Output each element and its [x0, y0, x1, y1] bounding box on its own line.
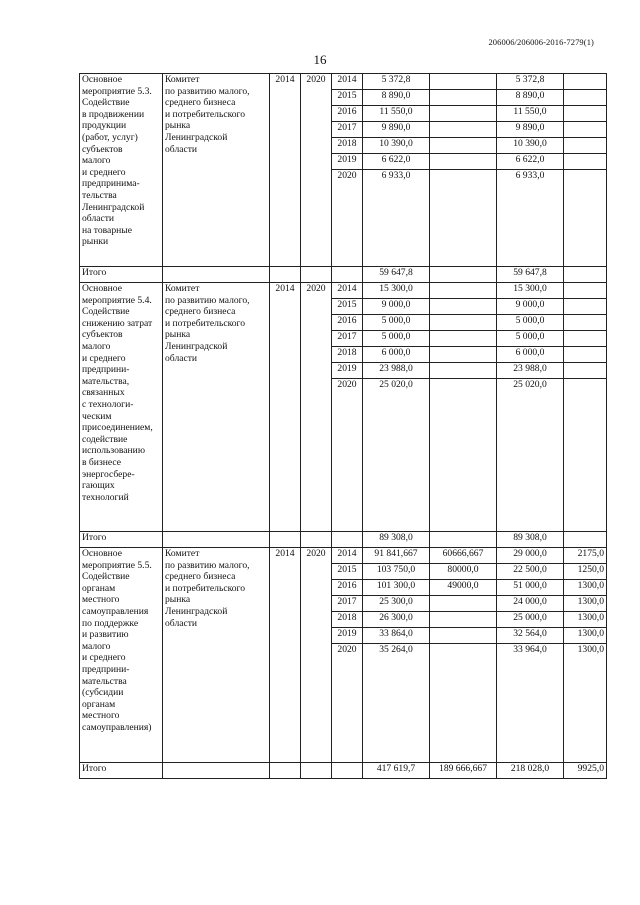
empty-cell [332, 267, 363, 283]
federal-budget-cell [430, 283, 497, 299]
regional-budget-cell: 9 000,0 [497, 299, 564, 315]
year-cell: 2016 [332, 106, 363, 122]
empty-cell [270, 267, 301, 283]
regional-budget-cell: 10 390,0 [497, 138, 564, 154]
federal-budget-cell [430, 331, 497, 347]
empty-cell [270, 532, 301, 548]
municipal-budget-cell [564, 90, 607, 106]
empty-cell [270, 763, 301, 779]
federal-budget-cell [430, 363, 497, 379]
year-cell: 2014 [332, 74, 363, 90]
empty-cell [301, 532, 332, 548]
year-cell: 2015 [332, 90, 363, 106]
table-edge-line [592, 73, 602, 74]
federal-budget-cell: 60666,667 [430, 548, 497, 564]
municipal-budget-cell [564, 154, 607, 170]
total-cell: 10 390,0 [363, 138, 430, 154]
year-cell: 2016 [332, 580, 363, 596]
total-cell: 6 933,0 [363, 170, 430, 267]
total-cell: 35 264,0 [363, 644, 430, 763]
page-number: 16 [313, 52, 327, 67]
table-row [80, 283, 607, 299]
federal-budget-cell [430, 315, 497, 331]
itogo-federal-cell [430, 532, 497, 548]
total-cell: 25 020,0 [363, 379, 430, 532]
measure-name-cell: Основное мероприятие 5.5. Содействие органам местного самоуправления по поддержке и развитию малого и среднего предприни- мательства (субсидии органам местного самоуправления) [80, 548, 163, 763]
regional-budget-cell: 15 300,0 [497, 283, 564, 299]
total-cell: 101 300,0 [363, 580, 430, 596]
start-year-cell: 2014 [270, 283, 301, 532]
year-cell: 2016 [332, 315, 363, 331]
total-cell: 33 864,0 [363, 628, 430, 644]
municipal-budget-cell [564, 170, 607, 267]
executor-cell: Комитет по развитию малого, среднего бизнеса и потребительского рынка Ленинградской области [163, 283, 270, 532]
municipal-budget-cell: 1300,0 [564, 628, 607, 644]
federal-budget-cell [430, 347, 497, 363]
regional-budget-cell: 51 000,0 [497, 580, 564, 596]
year-cell: 2019 [332, 363, 363, 379]
document-id: 206006/206006-2016-7279(1) [488, 37, 594, 47]
year-cell: 2019 [332, 154, 363, 170]
regional-budget-cell: 8 890,0 [497, 90, 564, 106]
municipal-budget-cell: 1250,0 [564, 564, 607, 580]
itogo-regional-cell: 59 647,8 [497, 267, 564, 283]
empty-cell [163, 267, 270, 283]
itogo-total-cell: 89 308,0 [363, 532, 430, 548]
municipal-budget-cell: 2175,0 [564, 548, 607, 564]
total-cell: 91 841,667 [363, 548, 430, 564]
end-year-cell: 2020 [301, 74, 332, 267]
federal-budget-cell [430, 628, 497, 644]
itogo-total-cell: 417 619,7 [363, 763, 430, 779]
total-cell: 8 890,0 [363, 90, 430, 106]
total-cell: 25 300,0 [363, 596, 430, 612]
year-cell: 2018 [332, 347, 363, 363]
year-cell: 2018 [332, 138, 363, 154]
itogo-municipal-cell [564, 267, 607, 283]
regional-budget-cell: 5 000,0 [497, 315, 564, 331]
measure-name-cell: Основное мероприятие 5.3. Содействие в продвижении продукции (работ, услуг) субъектов малого и среднего предпринима- тельства Ленинградской области на товарные рынки [80, 74, 163, 267]
federal-budget-cell [430, 154, 497, 170]
municipal-budget-cell [564, 122, 607, 138]
regional-budget-cell: 23 988,0 [497, 363, 564, 379]
regional-budget-cell: 33 964,0 [497, 644, 564, 763]
start-year-cell: 2014 [270, 548, 301, 763]
regional-budget-cell: 11 550,0 [497, 106, 564, 122]
total-cell: 15 300,0 [363, 283, 430, 299]
municipal-budget-cell [564, 331, 607, 347]
year-cell: 2020 [332, 644, 363, 763]
table-row [80, 74, 607, 90]
municipal-budget-cell [564, 347, 607, 363]
regional-budget-cell: 6 000,0 [497, 347, 564, 363]
year-cell: 2019 [332, 628, 363, 644]
federal-budget-cell [430, 90, 497, 106]
itogo-label: Итого [80, 763, 163, 779]
executor-cell: Комитет по развитию малого, среднего бизнеса и потребительского рынка Ленинградской области [163, 74, 270, 267]
empty-cell [301, 763, 332, 779]
total-cell: 6 622,0 [363, 154, 430, 170]
total-cell: 11 550,0 [363, 106, 430, 122]
year-cell: 2017 [332, 331, 363, 347]
federal-budget-cell [430, 379, 497, 532]
total-cell: 23 988,0 [363, 363, 430, 379]
regional-budget-cell: 22 500,0 [497, 564, 564, 580]
empty-cell [163, 532, 270, 548]
year-cell: 2018 [332, 612, 363, 628]
municipal-budget-cell [564, 106, 607, 122]
table-row [80, 548, 607, 564]
year-cell: 2015 [332, 299, 363, 315]
year-cell: 2020 [332, 170, 363, 267]
year-cell: 2014 [332, 283, 363, 299]
year-cell: 2014 [332, 548, 363, 564]
total-cell: 9 000,0 [363, 299, 430, 315]
empty-cell [332, 763, 363, 779]
municipal-budget-cell [564, 283, 607, 299]
federal-budget-cell [430, 106, 497, 122]
federal-budget-cell [430, 122, 497, 138]
federal-budget-cell [430, 644, 497, 763]
year-cell: 2017 [332, 122, 363, 138]
federal-budget-cell [430, 138, 497, 154]
regional-budget-cell: 5 000,0 [497, 331, 564, 347]
itogo-label: Итого [80, 532, 163, 548]
measure-name-cell: Основное мероприятие 5.4. Содействие снижению затрат субъектов малого и среднего предприни- мательства, связанных с технологи- ческим присоединением, содействие использованию в бизнесе энергосбере- гающих технологий [80, 283, 163, 532]
year-cell: 2015 [332, 564, 363, 580]
federal-budget-cell [430, 74, 497, 90]
total-cell: 5 000,0 [363, 331, 430, 347]
itogo-label: Итого [80, 267, 163, 283]
regional-budget-cell: 32 564,0 [497, 628, 564, 644]
total-cell: 5 000,0 [363, 315, 430, 331]
executor-cell: Комитет по развитию малого, среднего бизнеса и потребительского рынка Ленинградской области [163, 548, 270, 763]
municipal-budget-cell [564, 74, 607, 90]
municipal-budget-cell [564, 299, 607, 315]
empty-cell [332, 532, 363, 548]
total-cell: 6 000,0 [363, 347, 430, 363]
municipal-budget-cell: 1300,0 [564, 644, 607, 763]
empty-cell [163, 763, 270, 779]
municipal-budget-cell: 1300,0 [564, 596, 607, 612]
regional-budget-cell: 6 933,0 [497, 170, 564, 267]
municipal-budget-cell: 1300,0 [564, 612, 607, 628]
municipal-budget-cell [564, 315, 607, 331]
total-cell: 5 372,8 [363, 74, 430, 90]
itogo-regional-cell: 89 308,0 [497, 532, 564, 548]
federal-budget-cell: 80000,0 [430, 564, 497, 580]
federal-budget-cell [430, 612, 497, 628]
year-cell: 2020 [332, 379, 363, 532]
regional-budget-cell: 5 372,8 [497, 74, 564, 90]
funding-table [79, 73, 607, 779]
itogo-federal-cell [430, 267, 497, 283]
year-cell: 2017 [332, 596, 363, 612]
total-row [80, 267, 607, 283]
municipal-budget-cell [564, 138, 607, 154]
itogo-municipal-cell [564, 532, 607, 548]
federal-budget-cell [430, 170, 497, 267]
empty-cell [301, 267, 332, 283]
total-cell: 26 300,0 [363, 612, 430, 628]
federal-budget-cell [430, 299, 497, 315]
itogo-total-cell: 59 647,8 [363, 267, 430, 283]
end-year-cell: 2020 [301, 283, 332, 532]
regional-budget-cell: 24 000,0 [497, 596, 564, 612]
regional-budget-cell: 9 890,0 [497, 122, 564, 138]
federal-budget-cell [430, 596, 497, 612]
total-row [80, 532, 607, 548]
total-cell: 103 750,0 [363, 564, 430, 580]
itogo-municipal-cell: 9925,0 [564, 763, 607, 779]
municipal-budget-cell [564, 363, 607, 379]
federal-budget-cell: 49000,0 [430, 580, 497, 596]
end-year-cell: 2020 [301, 548, 332, 763]
itogo-regional-cell: 218 028,0 [497, 763, 564, 779]
regional-budget-cell: 6 622,0 [497, 154, 564, 170]
total-row [80, 763, 607, 779]
regional-budget-cell: 25 020,0 [497, 379, 564, 532]
start-year-cell: 2014 [270, 74, 301, 267]
municipal-budget-cell [564, 379, 607, 532]
total-cell: 9 890,0 [363, 122, 430, 138]
regional-budget-cell: 25 000,0 [497, 612, 564, 628]
municipal-budget-cell: 1300,0 [564, 580, 607, 596]
itogo-federal-cell: 189 666,667 [430, 763, 497, 779]
regional-budget-cell: 29 000,0 [497, 548, 564, 564]
